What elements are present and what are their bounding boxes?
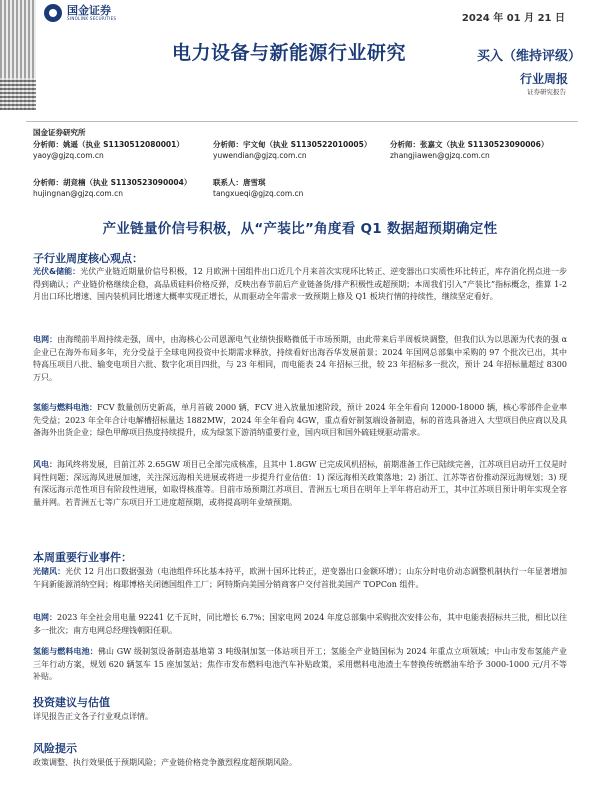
event-grid-label: 电网： [33,613,58,622]
analyst-1-email[interactable]: yaoy@gjzq.com.cn [33,151,104,160]
core-grid-label: 电网： [33,335,58,344]
doc-type: 行业周报 [519,72,568,86]
analyst-4 [33,177,191,199]
risk-text: 政策调整、执行效果低于预期风险；产业链价格竞争激烈程度超预期风险。 [33,758,297,767]
core-grid-text: 由海缆前半周持续走强，周中，由海核心公司恩源电气业绩快报略微低于市场预期，由此带来后半周板块调整，但我们认为以思源为代表的强 α 企业已在海外布局多年，充分受益于全球电网投资中长期需求释放，持续看好出海吞华发展前景；2024 年国网总部集中采购的 97 个批次已出，其中特高压项目八批、输变电项目六批、数字化项目四批，与 23 年相同，而电能表 24 年招标三批，较 23 年招标多一批次，预计 24 年招标量超过 8300 万只。 [33,335,567,382]
contact-email[interactable]: tangxueqi@gjzq.com.cn [213,189,304,198]
section-risk-title: 风险提示 [33,742,77,755]
analyst-4-name: 分析师：胡竞楠（执业 S1130523090004） [33,178,192,187]
event-grid [33,612,567,637]
core-wind [33,459,567,509]
core-grid [33,334,567,384]
qr-code [0,78,36,110]
analyst-1 [33,139,184,161]
rating-badge: 买入（维持评级） [477,49,582,64]
analyst-2 [213,139,371,161]
logo-mark-icon [44,4,62,22]
analyst-4-email[interactable]: hujingnan@gjzq.com.cn [33,189,123,198]
core-wind-label: 风电： [33,460,58,469]
analyst-3-name: 分析师：张嘉文（执业 S1130523090006） [390,140,549,149]
logo-cn: 国金证券 [67,4,111,17]
logo-en: SINOLINK SECURITIES [67,16,117,21]
event-hydrogen-text: 佛山 GW 级制氢设备制造基地第 3 吨级制加氢一体站项目开工；氢能全产业链国标为 2024 年重点立项领域；中山市发布氢能产业三年行动方案，规划 620 辆氢车 15 座加氢站；焦作市发布燃料电池汽车补贴政策，采用燃料电池渣土车替换传统燃油车给予 3000-1000 元/月不等补贴。 [33,647,567,681]
analyst-2-name: 分析师：宇文甸（执业 S1130522010005） [213,140,372,149]
divider [26,121,578,122]
sinolink-logo [44,4,116,22]
event-pv-label: 光储风： [33,567,66,576]
section-investment-title: 投资建议与估值 [33,696,110,709]
research-dept: 国金证券研究所 [33,128,86,137]
investment-text: 详见报告正文各子行业观点详情。 [33,712,153,721]
core-hydrogen [33,402,567,440]
report-title: 电力设备与新能源行业研究 [172,42,407,64]
event-grid-text: 2023 年全社会用电量 92241 亿千瓦时，同比增长 6.7%；国家电网 2024 年度总部集中采购批次安排公布，其中电能表招标共三批，相比以往多一批次；南方电网总经理钱朝阳任职。 [33,613,567,635]
analyst-2-email[interactable]: yuwendian@gjzq.com.cn [213,151,307,160]
core-pv-storage [33,266,567,304]
doc-subtype: 证券研究报告 [527,88,566,96]
report-date: 2024 年 01 月 21 日 [461,13,565,24]
event-pv-storage-wind [33,566,567,591]
contact-name: 联系人：唐雪琪 [213,178,266,187]
analyst-3-email[interactable]: zhangjiawen@gjzq.com.cn [390,151,490,160]
report-headline: 产业链量价信号积极，从“产装比”角度看 Q1 数据超预期确定性 [102,221,498,237]
event-pv-text: 光伏 12 月出口数据强劲（电池组件环比基本持平，欧洲十国环比转正，逆变器出口金额环增）；山东分时电价动态调整机制执行一年显著增加午间新能源消纳空间；梅耶博格关闭德国组件工厂；阿特斯向美国分销商客户交付首批美国产 TOPCon 组件。 [33,567,567,589]
core-hydrogen-text: FCV 数量创历史新高，单月首破 2000 辆，FCV 进入放量加速阶段，预计 2024 年全年看向 12000-18000 辆，核心零部件企业率先受益；2023 年全年合计电解槽招标量达 1882MW，2024 年全年看向 4GW，重点看好制氢端设备制造，标的首选具备进入 大型项目供应商以及具备海外出货企业；绿色甲醇项目热度持续提升，成为绿氢下游消纳重要行业，国内项目和国外硫硅规驱动需求。 [33,403,568,437]
report-header [0,0,600,118]
analyst-3 [390,139,548,161]
core-pv-text: 光伏产业链近期量价信号积极，12 月欧洲十国组件出口近几个月来首次实现环比转正、逆变器出口实质性环比转正，库存消化拐点进一步得到确认；产业链价格继续企稳，高品质硅料价格反弹，反映出春节前后产业链备货/排产积极性或超预期；本周我们引入“产装比”指标概念，推算 1-2 月出口环比增速、国内装机同比增速大概率实现正增长，从而驱动全年需求一致预期上修及 Q1 板块行情的持续性，继续坚定看好。 [33,267,568,301]
core-wind-text: 海风终将发展，目前江苏 2.65GW 项目已全部完成核准，且其中 1.8GW 已完成风机招标，前期准备工作已陆续完善，江苏项目启动开工仅是时间性问题；深远海风进展加速，关注深远海相关进展或将进一步提升行业估值：1) 深远海相关政策落地；2) 浙江、江苏等省份推动深远海规划；3) 现有深远海示范性项目有阶段性进展，如取得核准等。目前市场预期江苏项目、青洲五七项目在明年上半年将启动开工，其中江苏项目预计明年实现全容量并网。若青洲五七等广东项目开工进度超预期，或将提高明年业绩预期。 [33,460,568,507]
core-hydrogen-label: 氢能与燃料电池： [33,403,98,412]
section-core-views-title: 子行业周度核心观点： [33,252,143,265]
analyst-1-name: 分析师：姚遥（执业 S1130512080001） [33,140,184,149]
core-pv-label: 光伏&储能： [33,267,81,276]
event-hydrogen-label: 氢能与燃料电池： [33,647,98,656]
event-hydrogen [33,646,567,684]
section-events-title: 本周重要行业事件： [33,551,132,564]
contact-person [213,177,303,199]
